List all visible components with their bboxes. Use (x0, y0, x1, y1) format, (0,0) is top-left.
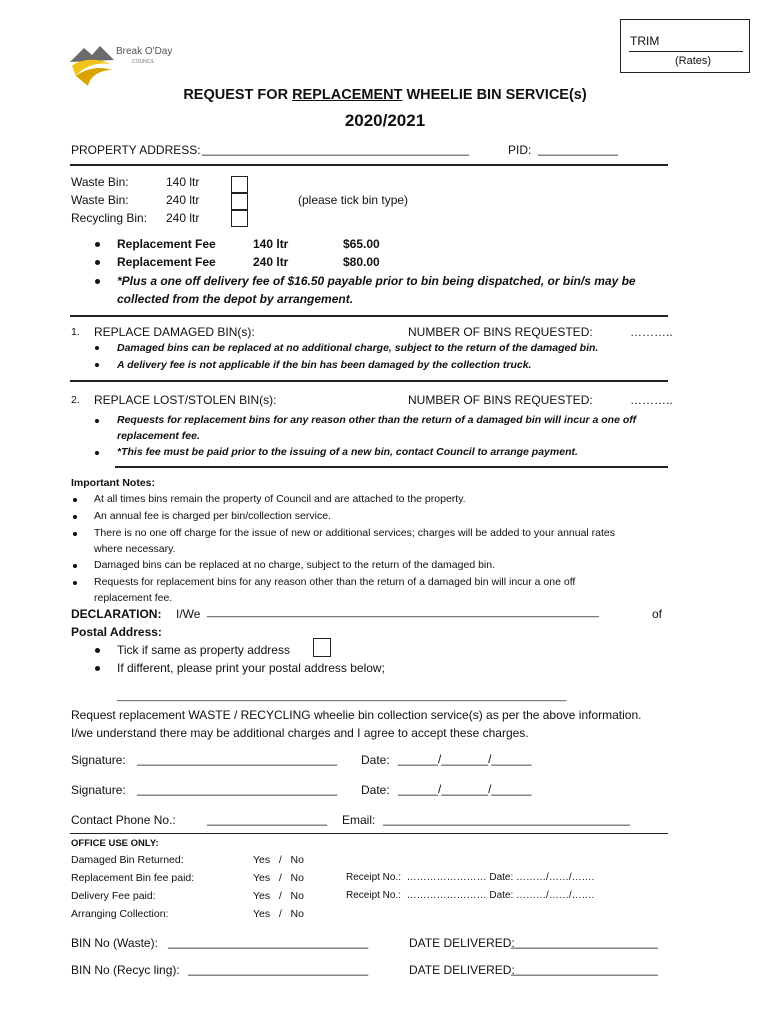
office-row-label-0: Damaged Bin Returned: (71, 854, 184, 866)
divider (70, 833, 668, 834)
office-row-label-2: Delivery Fee paid: (71, 890, 156, 902)
note-2-line2: where necessary. (94, 543, 176, 555)
date-label-1: Date: (361, 753, 390, 767)
office-heading: OFFICE USE ONLY: (71, 838, 159, 849)
date-delivered-label-1: DATE DELIVERED: (409, 936, 515, 950)
bullet-icon (95, 346, 99, 350)
declaration-name-field[interactable]: _______________________________________________________________ (207, 606, 599, 618)
bullet-icon (95, 279, 100, 284)
date-field-1[interactable]: ______/_______/______ (398, 752, 532, 766)
tick-same-label: Tick if same as property address (117, 643, 290, 657)
section2-title: REPLACE LOST/STOLEN BIN(s): (94, 393, 277, 407)
office-row-label-3: Arranging Collection: (71, 908, 169, 920)
office-row-yesno-0[interactable]: Yes / No (253, 854, 304, 866)
form-title: REQUEST FOR REPLACEMENT WHEELIE BIN SERVICE(s) (183, 87, 587, 103)
office-row-yesno-2[interactable]: Yes / No (253, 890, 304, 902)
pid-field[interactable]: ____________ (538, 142, 619, 156)
note-1: An annual fee is charged per bin/collection service. (94, 510, 331, 522)
office-row-receipt-2[interactable]: Receipt No.: …………………… Date: ………/……/……. (346, 890, 595, 901)
property-address-label: PROPERTY ADDRESS: (71, 143, 201, 157)
bullet-icon (95, 260, 100, 265)
fee-size-0: 140 ltr (253, 237, 289, 251)
declaration-label: DECLARATION: (71, 607, 162, 621)
section2-bullet-1: *This fee must be paid prior to the issuing of a new bin, contact Council to arrange payment. (117, 446, 578, 458)
section1-num: 1. (71, 326, 80, 338)
bullet-icon (73, 564, 77, 568)
declaration-of: of (652, 607, 663, 621)
divider (115, 466, 668, 468)
fee-label-1: Replacement Fee (117, 255, 216, 269)
bullet-icon (95, 242, 100, 247)
bullet-icon (95, 451, 99, 455)
signature-field-1[interactable]: ______________________________ (137, 752, 338, 766)
email-field[interactable]: _____________________________________ (383, 812, 630, 826)
tick-note: (please tick bin type) (298, 193, 409, 207)
note-4-line2: replacement fee. (94, 592, 173, 604)
bin-no-recycling-field[interactable]: ___________________________ (188, 962, 369, 976)
bin-checkbox-waste-140[interactable] (231, 176, 248, 193)
office-row-yesno-3[interactable]: Yes / No (253, 908, 304, 920)
trim-box (620, 19, 750, 73)
bin-type-2: Recycling Bin: (71, 211, 148, 225)
section2-bullet-0-line2: replacement fee. (117, 430, 200, 442)
trim-sub: (Rates) (675, 55, 712, 67)
section2-requested-field[interactable]: ……….. (630, 393, 673, 407)
signature-label-1: Signature: (71, 753, 126, 767)
note-3: Damaged bins can be replaced at no charge, subject to the return of the damaged bin. (94, 559, 496, 571)
bin-no-waste-field[interactable]: ______________________________ (168, 935, 369, 949)
fee-label-0: Replacement Fee (117, 237, 216, 251)
bin-type-1: Waste Bin: (71, 193, 129, 207)
bullet-icon (95, 666, 100, 671)
bin-size-0: 140 ltr (166, 175, 200, 189)
logo-name: Break O'Day (116, 46, 173, 57)
divider (70, 164, 668, 166)
bin-size-1: 240 ltr (166, 193, 200, 207)
section1-bullet-1: A delivery fee is not applicable if the bin has been damaged by the collection truck. (117, 359, 532, 371)
council-logo (70, 40, 180, 90)
fee-size-1: 240 ltr (253, 255, 289, 269)
signature-field-2[interactable]: ______________________________ (137, 782, 338, 796)
bullet-icon (95, 363, 99, 367)
section2-requested-label: NUMBER OF BINS REQUESTED: (408, 393, 593, 407)
note-2-line1: There is no one off charge for the issue of new or additional services; charges will be added to your annual rates (94, 527, 616, 539)
form-year: 2020/2021 (344, 111, 426, 130)
bullet-icon (73, 532, 77, 536)
signature-label-2: Signature: (71, 783, 126, 797)
bin-checkbox-recycling-240[interactable] (231, 210, 248, 227)
postal-address-field[interactable]: _____________________________________________________________________________ (117, 690, 567, 702)
statement-line2: I/we understand there may be additional charges and I agree to accept these charges. (71, 726, 529, 740)
office-row-receipt-1[interactable]: Receipt No.: …………………… Date: ………/……/……. (346, 872, 595, 883)
bullet-icon (95, 419, 99, 423)
phone-field[interactable]: __________________ (207, 812, 328, 826)
email-label: Email: (342, 813, 376, 827)
bin-size-2: 240 ltr (166, 211, 200, 225)
phone-label: Contact Phone No.: (71, 813, 176, 827)
delivery-note-line1: *Plus a one off delivery fee of $16.50 payable prior to bin being dispatched, or bin/s may be (117, 274, 636, 288)
divider (70, 315, 668, 317)
property-address-field[interactable]: ________________________________________ (202, 142, 469, 156)
postal-address-label: Postal Address: (71, 625, 162, 639)
note-4-line1: Requests for replacement bins for any reason other than the return of a damaged bin will incur a one off (94, 576, 576, 588)
bin-checkbox-waste-240[interactable] (231, 193, 248, 210)
bullet-icon (73, 515, 77, 519)
section2-bullet-0-line1: Requests for replacement bins for any reason other than the return of a damaged bin will incur a one off (117, 414, 637, 426)
declaration-iwe: I/We (176, 607, 201, 621)
bin-no-recycling-label: BIN No (Recyc ling): (71, 963, 180, 977)
divider (70, 380, 668, 382)
section1-requested-field[interactable]: ……….. (630, 325, 673, 339)
date-delivered-field-2[interactable]: ______________________ (511, 962, 658, 976)
bin-type-0: Waste Bin: (71, 175, 129, 189)
date-field-2[interactable]: ______/_______/______ (398, 782, 532, 796)
section1-requested-label: NUMBER OF BINS REQUESTED: (408, 325, 593, 339)
note-0: At all times bins remain the property of Council and are attached to the property. (94, 493, 466, 505)
trim-label: TRIM (630, 34, 660, 48)
bin-no-waste-label: BIN No (Waste): (71, 936, 158, 950)
logo-sub: COUNCIL (132, 59, 155, 65)
bullet-icon (73, 498, 77, 502)
date-delivered-field-1[interactable]: ______________________ (511, 935, 658, 949)
statement-line1: Request replacement WASTE / RECYCLING wheelie bin collection service(s) as per the above information. (71, 708, 642, 722)
section2-num: 2. (71, 394, 80, 406)
notes-heading: Important Notes: (71, 477, 155, 489)
fee-price-0: $65.00 (343, 237, 380, 251)
delivery-note-line2: collected from the depot by arrangement. (117, 292, 354, 306)
section1-title: REPLACE DAMAGED BIN(s): (94, 325, 255, 339)
date-label-2: Date: (361, 783, 390, 797)
bullet-icon (95, 648, 100, 653)
pid-label: PID: (508, 143, 532, 157)
office-row-label-1: Replacement Bin fee paid: (71, 872, 195, 884)
same-address-checkbox[interactable] (313, 638, 331, 657)
bullet-icon (73, 581, 77, 585)
date-delivered-label-2: DATE DELIVERED: (409, 963, 515, 977)
section1-bullet-0: Damaged bins can be replaced at no additional charge, subject to the return of the damaged bin. (117, 342, 599, 354)
if-different-label: If different, please print your postal address below; (117, 661, 385, 675)
fee-price-1: $80.00 (343, 255, 380, 269)
office-row-yesno-1[interactable]: Yes / No (253, 872, 304, 884)
